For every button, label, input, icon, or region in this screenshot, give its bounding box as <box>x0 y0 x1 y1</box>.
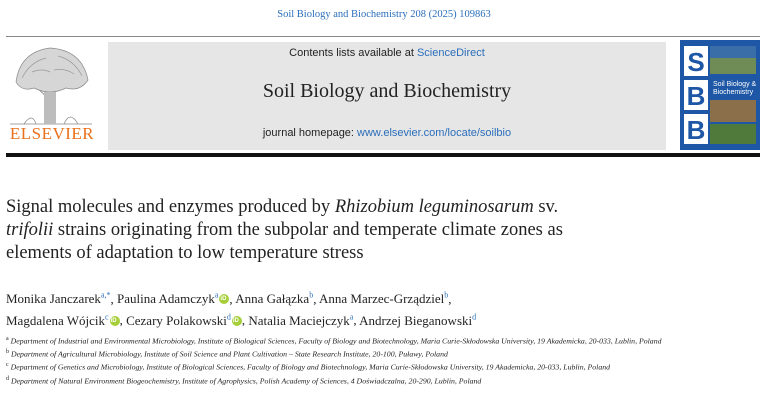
cover-letter-s: S <box>687 47 705 77</box>
journal-cover[interactable] <box>680 40 760 150</box>
author-affiliation-mark: c <box>105 312 109 322</box>
author[interactable] <box>117 291 229 306</box>
homepage-line <box>108 127 666 139</box>
author-affiliation-mark: d <box>226 312 231 322</box>
author-affiliation-mark: b <box>444 291 449 300</box>
journal-homepage-link[interactable]: www.elsevier.com/locate/soilbio <box>357 127 512 139</box>
author-separator: , <box>110 291 117 307</box>
title-taxon: Rhizobium leguminosarum <box>334 197 534 217</box>
affiliation-label: a <box>6 336 9 342</box>
author-name: Cezary Polakowski <box>126 312 227 328</box>
author-separator: , <box>353 312 360 328</box>
cover-title-line2: Biochemistry <box>713 89 754 96</box>
author-affiliation-mark: a,* <box>100 291 111 300</box>
affiliation-label: c <box>6 362 9 369</box>
affiliation-text: Department of Industrial and Environmental Microbiology, Institute of Biological Sciences, Faculty of Biology and Biotechnology, Maria Curie-Skłodowska University, 19 Akademicka, 20-033, Lublin, Poland <box>10 336 662 346</box>
journal-title: Soil Biology and Biochemistry <box>262 80 512 102</box>
author[interactable] <box>235 291 313 306</box>
publisher-name: ELSEVIER <box>9 124 95 143</box>
header-rule <box>6 153 760 157</box>
article-title <box>6 196 696 265</box>
affiliation-item <box>6 374 726 387</box>
author-separator: , <box>313 291 319 307</box>
orcid-icon[interactable] <box>110 316 120 326</box>
title-text-4: elements of adaptation to low temperature stress <box>6 243 364 263</box>
affiliation-text: Department of Agricultural Microbiology, Institute of Soil Science and Plant Cultivation – State Research Institute, 20-100, Puławy, Poland <box>10 349 448 359</box>
title-biovar: trifolii <box>6 220 54 240</box>
title-text-2: sv. <box>533 197 559 217</box>
author-name: Natalia Maciejczyk <box>248 312 350 328</box>
author[interactable] <box>126 313 242 328</box>
author[interactable] <box>319 291 448 306</box>
author-name: Anna Gałązka <box>235 291 310 307</box>
affiliation-item <box>6 360 726 373</box>
affiliation-list <box>6 334 726 387</box>
author-affiliation-mark: a <box>214 291 219 300</box>
author[interactable] <box>359 313 476 328</box>
contents-prefix: Contents lists available at <box>289 47 417 59</box>
cover-letter-b1: B <box>686 81 706 111</box>
author-separator: , <box>241 312 249 328</box>
homepage-prefix: journal homepage: <box>262 127 358 139</box>
sciencedirect-link[interactable]: ScienceDirect <box>416 47 485 59</box>
author[interactable] <box>248 313 353 328</box>
author-separator: , <box>448 291 452 307</box>
author[interactable] <box>6 291 111 306</box>
affiliation-label: b <box>6 349 9 356</box>
affiliation-label: d <box>6 375 9 382</box>
author-name: Anna Marzec-Grządziel <box>319 291 445 307</box>
citation-line[interactable]: Soil Biology and Biochemistry 208 (2025) 109863 <box>277 9 491 20</box>
elsevier-logo[interactable] <box>6 38 94 150</box>
affiliation-item <box>6 347 726 360</box>
author-separator: , <box>119 312 127 328</box>
affiliation-text: Department of Natural Environment Biogeochemistry, Institute of Agrophysics, Polish Academy of Sciences, 4 Doświadczalna, 20-290, Lublin, Poland <box>10 376 482 386</box>
author-separator: , <box>229 291 236 307</box>
contents-line <box>108 47 666 59</box>
author-name: Andrzej Bieganowski <box>359 312 473 328</box>
cover-letter-b2: B <box>686 115 706 145</box>
author-name: Paulina Adamczyk <box>117 291 215 307</box>
cover-title-line1: Soil Biology & <box>713 81 757 88</box>
tree-logo-icon <box>10 42 92 126</box>
author[interactable] <box>6 313 120 328</box>
cover-image <box>680 40 760 150</box>
author-affiliation-mark: a <box>349 312 354 322</box>
orcid-icon[interactable] <box>232 316 242 326</box>
author-name: Magdalena Wójcik <box>6 312 106 328</box>
affiliation-text: Department of Genetics and Microbiology, Institute of Biological Sciences, Faculty of Biology and Biotechnology, Maria Curie-Skłodowska University, 19 Akademicka, 20-033, Lublin, Poland <box>10 362 611 372</box>
author-affiliation-mark: b <box>309 291 314 300</box>
title-text-3: strains originating from the subpolar and temperate climate zones as <box>53 220 563 240</box>
top-rule <box>6 36 760 37</box>
title-text-1: Signal molecules and enzymes produced by <box>6 197 335 217</box>
author-list <box>6 287 726 330</box>
author-affiliation-mark: d <box>472 312 477 322</box>
author-name: Monika Janczarek <box>6 291 101 307</box>
affiliation-item <box>6 334 726 347</box>
orcid-icon[interactable] <box>219 294 229 304</box>
